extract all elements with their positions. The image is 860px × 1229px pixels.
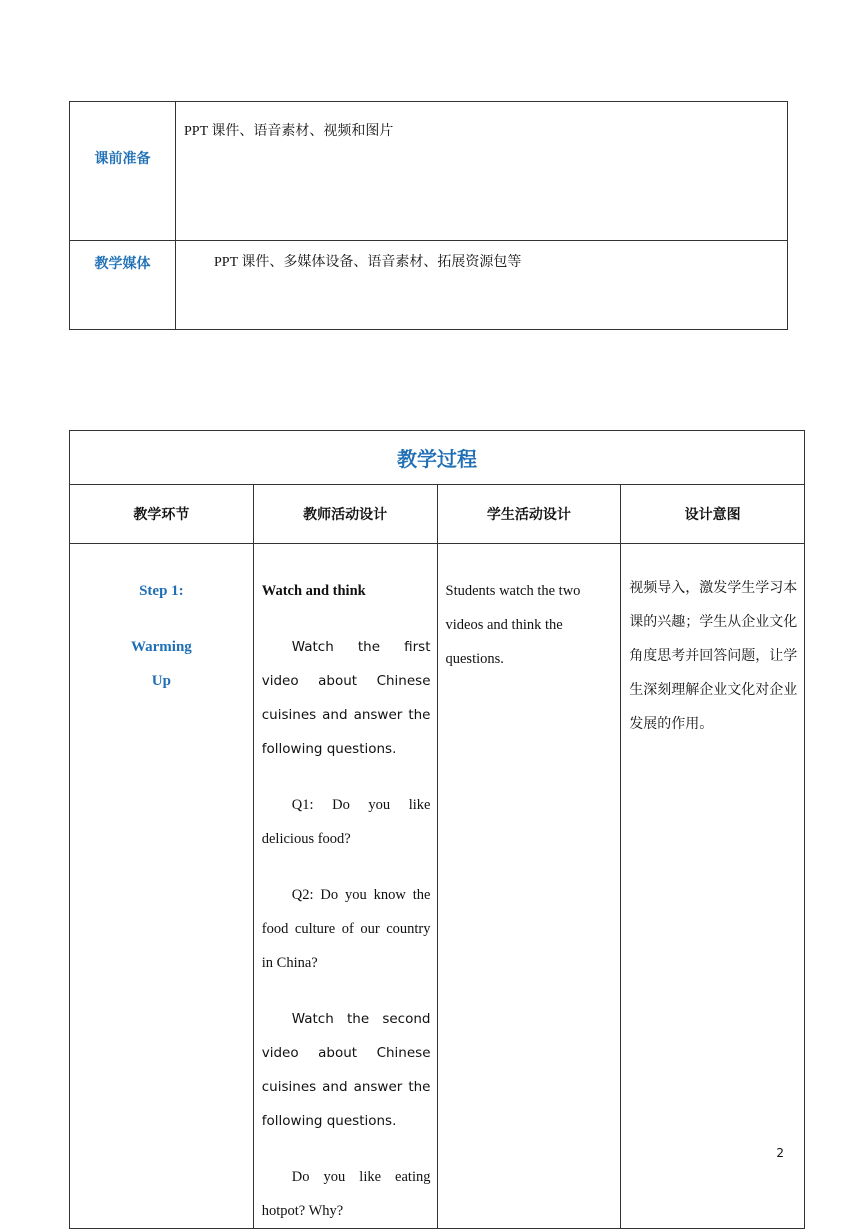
question-2: Q2: Do you know the food culture of our country in China? [261,887,431,971]
question-1: Q1: Do you like delicious food? [261,797,431,847]
question-3: Do you like eating hotpot? Why? [261,1169,431,1219]
process-title-row [70,431,805,485]
teacher-activity-cell [253,544,437,1229]
header-student-activity: 学生活动设计 [437,485,621,544]
activity-instruction-2: Watch the second video about Chinese cuisines and answer the following questions. [261,1011,431,1129]
preparation-value: PPT 课件、语音素材、视频和图片 [176,102,788,241]
header-design-intent: 设计意图 [621,485,805,544]
step-name-line2: Up [151,673,171,689]
media-value: PPT 课件、多媒体设备、语音素材、拓展资源包等 [176,241,788,330]
design-intent-cell: 视频导入，激发学生学习本课的兴趣；学生从企业文化角度思考并回答问题，让学生深刻理解企业文化对企业发展的作用。 [621,544,805,1229]
activity-heading: Watch and think [261,583,366,599]
step-cell [70,544,254,1229]
preparation-row [70,102,788,241]
step-name-line1: Warming [130,639,192,655]
page-number: 2 [776,1146,784,1160]
preparation-table [69,101,788,330]
step-number: Step 1: [139,583,184,599]
step-row [70,544,805,1229]
activity-instruction-1: Watch the first video about Chinese cuisines and answer the following questions. [261,639,431,757]
media-label: 教学媒体 [70,241,176,330]
header-row [70,485,805,544]
header-stage: 教学环节 [70,485,254,544]
preparation-label: 课前准备 [70,102,176,241]
student-activity-cell: Students watch the two videos and think the questions. [437,544,621,1229]
header-teacher-activity: 教师活动设计 [253,485,437,544]
media-row [70,241,788,330]
teaching-process-table [69,430,805,1229]
process-title: 教学过程 [70,431,805,485]
